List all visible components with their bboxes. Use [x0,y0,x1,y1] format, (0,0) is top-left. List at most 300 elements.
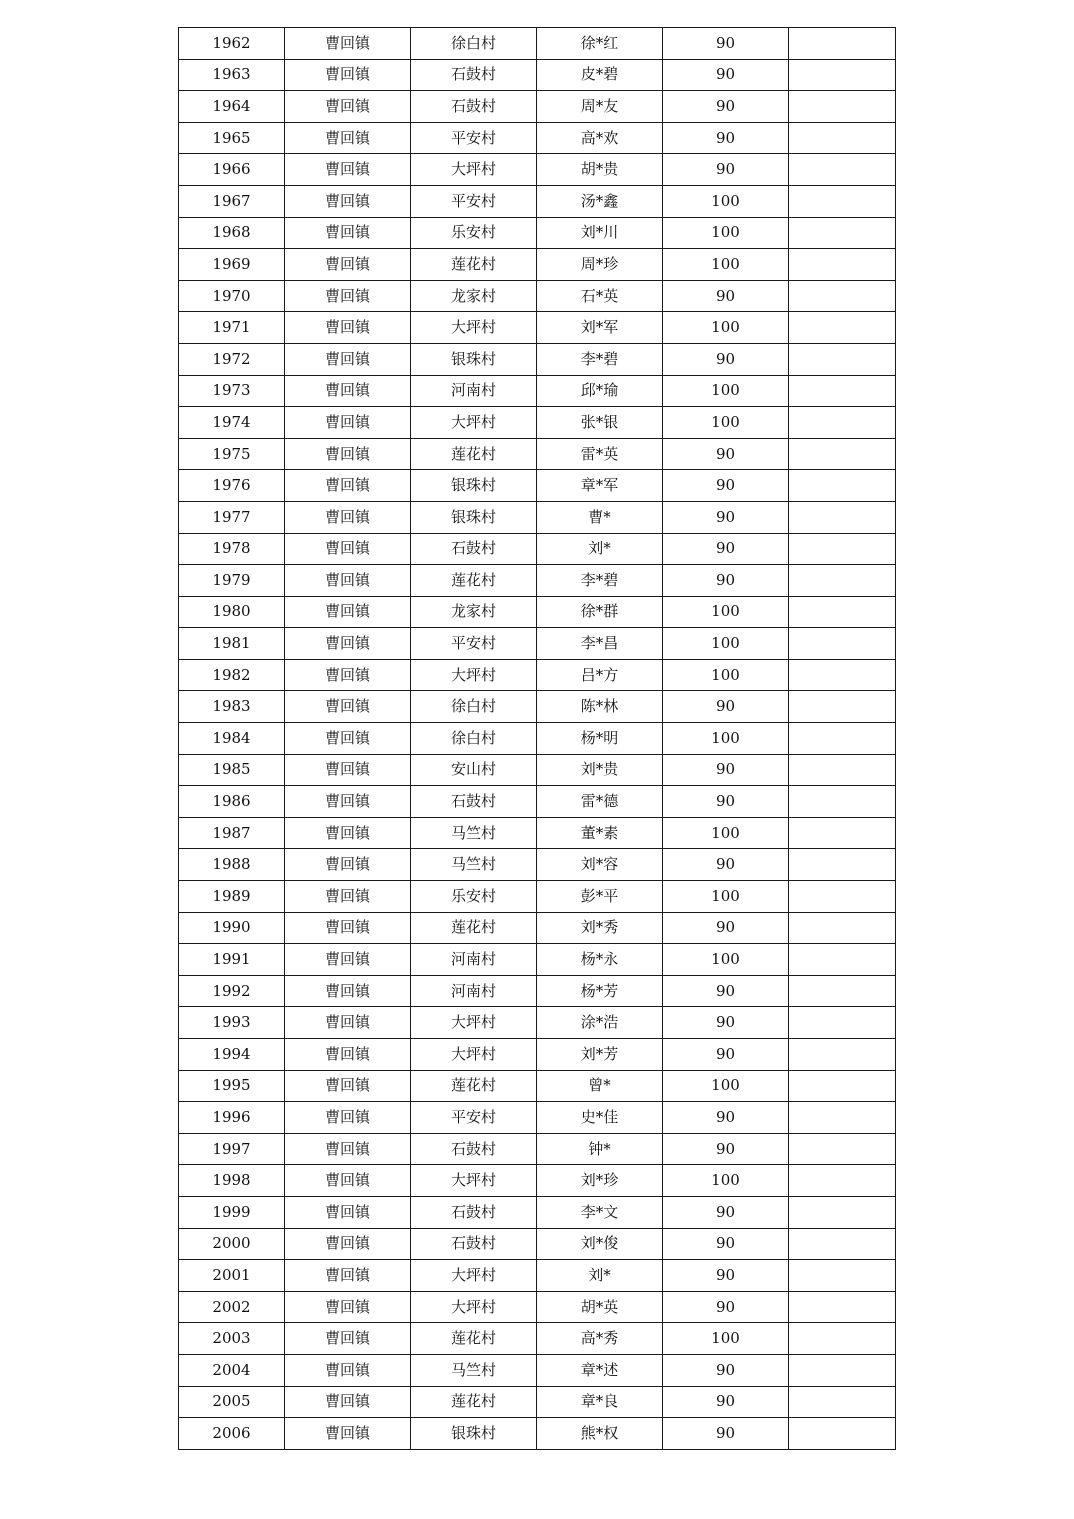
town-cell: 曹回镇 [285,312,411,344]
serial-number-cell: 1992 [179,975,285,1007]
name-cell: 刘*军 [537,312,663,344]
town-cell: 曹回镇 [285,375,411,407]
town-cell: 曹回镇 [285,1102,411,1134]
name-cell: 杨*芳 [537,975,663,1007]
table-row [179,881,896,913]
amount-cell: 90 [663,786,789,818]
amount-cell: 90 [663,1291,789,1323]
table-row [179,817,896,849]
serial-number-cell: 1965 [179,122,285,154]
serial-number-cell: 1989 [179,881,285,913]
remarks-cell [789,596,896,628]
town-cell: 曹回镇 [285,975,411,1007]
town-cell: 曹回镇 [285,1354,411,1386]
serial-number-cell: 1966 [179,154,285,186]
name-cell: 邱*瑜 [537,375,663,407]
village-cell: 莲花村 [411,565,537,597]
amount-cell: 100 [663,312,789,344]
amount-cell: 90 [663,1228,789,1260]
serial-number-cell: 1979 [179,565,285,597]
name-cell: 徐*群 [537,596,663,628]
remarks-cell [789,723,896,755]
remarks-cell [789,1260,896,1292]
village-cell: 徐白村 [411,723,537,755]
town-cell: 曹回镇 [285,249,411,281]
amount-cell: 90 [663,501,789,533]
serial-number-cell: 1999 [179,1196,285,1228]
serial-number-cell: 1991 [179,944,285,976]
amount-cell: 100 [663,596,789,628]
remarks-cell [789,1196,896,1228]
town-cell: 曹回镇 [285,849,411,881]
serial-number-cell: 1994 [179,1039,285,1071]
serial-number-cell: 1987 [179,817,285,849]
name-cell: 涂*浩 [537,1007,663,1039]
table-row [179,1291,896,1323]
village-cell: 石鼓村 [411,1133,537,1165]
town-cell: 曹回镇 [285,407,411,439]
remarks-cell [789,659,896,691]
town-cell: 曹回镇 [285,185,411,217]
amount-cell: 90 [663,154,789,186]
amount-cell: 90 [663,1007,789,1039]
remarks-cell [789,1039,896,1071]
village-cell: 石鼓村 [411,1196,537,1228]
remarks-cell [789,438,896,470]
village-cell: 银珠村 [411,1418,537,1450]
table-row [179,217,896,249]
table-row [179,944,896,976]
remarks-cell [789,817,896,849]
remarks-cell [789,470,896,502]
table-row [179,975,896,1007]
amount-cell: 90 [663,438,789,470]
town-cell: 曹回镇 [285,217,411,249]
serial-number-cell: 1995 [179,1070,285,1102]
village-cell: 河南村 [411,975,537,1007]
amount-cell: 100 [663,817,789,849]
name-cell: 刘*容 [537,849,663,881]
town-cell: 曹回镇 [285,343,411,375]
town-cell: 曹回镇 [285,438,411,470]
amount-cell: 100 [663,1070,789,1102]
village-cell: 大坪村 [411,407,537,439]
remarks-cell [789,975,896,1007]
amount-cell: 100 [663,723,789,755]
name-cell: 董*素 [537,817,663,849]
name-cell: 彭*平 [537,881,663,913]
village-cell: 大坪村 [411,659,537,691]
village-cell: 石鼓村 [411,533,537,565]
name-cell: 吕*方 [537,659,663,691]
town-cell: 曹回镇 [285,91,411,123]
name-cell: 李*碧 [537,565,663,597]
amount-cell: 100 [663,249,789,281]
village-cell: 银珠村 [411,470,537,502]
village-cell: 徐白村 [411,691,537,723]
serial-number-cell: 2006 [179,1418,285,1450]
serial-number-cell: 1988 [179,849,285,881]
table-row [179,565,896,597]
remarks-cell [789,1165,896,1197]
name-cell: 雷*英 [537,438,663,470]
serial-number-cell: 2003 [179,1323,285,1355]
table-row [179,407,896,439]
town-cell: 曹回镇 [285,912,411,944]
serial-number-cell: 1963 [179,59,285,91]
remarks-cell [789,312,896,344]
remarks-cell [789,912,896,944]
amount-cell: 100 [663,375,789,407]
name-cell: 刘* [537,1260,663,1292]
town-cell: 曹回镇 [285,628,411,660]
village-cell: 平安村 [411,1102,537,1134]
roster-table [178,27,896,1450]
town-cell: 曹回镇 [285,1039,411,1071]
remarks-cell [789,533,896,565]
table-row [179,154,896,186]
serial-number-cell: 1996 [179,1102,285,1134]
town-cell: 曹回镇 [285,1196,411,1228]
serial-number-cell: 1976 [179,470,285,502]
amount-cell: 90 [663,1196,789,1228]
serial-number-cell: 1993 [179,1007,285,1039]
remarks-cell [789,375,896,407]
amount-cell: 90 [663,1418,789,1450]
village-cell: 石鼓村 [411,786,537,818]
remarks-cell [789,754,896,786]
village-cell: 大坪村 [411,1291,537,1323]
name-cell: 刘*俊 [537,1228,663,1260]
amount-cell: 90 [663,1039,789,1071]
town-cell: 曹回镇 [285,280,411,312]
amount-cell: 100 [663,217,789,249]
name-cell: 高*秀 [537,1323,663,1355]
serial-number-cell: 1980 [179,596,285,628]
name-cell: 章*良 [537,1386,663,1418]
table-row [179,91,896,123]
amount-cell: 100 [663,628,789,660]
amount-cell: 100 [663,185,789,217]
serial-number-cell: 1971 [179,312,285,344]
village-cell: 马竺村 [411,817,537,849]
serial-number-cell: 1982 [179,659,285,691]
table-row [179,1133,896,1165]
village-cell: 安山村 [411,754,537,786]
name-cell: 李*昌 [537,628,663,660]
name-cell: 李*文 [537,1196,663,1228]
village-cell: 莲花村 [411,438,537,470]
remarks-cell [789,1418,896,1450]
amount-cell: 90 [663,565,789,597]
remarks-cell [789,59,896,91]
name-cell: 皮*碧 [537,59,663,91]
serial-number-cell: 2000 [179,1228,285,1260]
village-cell: 石鼓村 [411,59,537,91]
table-row [179,1039,896,1071]
amount-cell: 100 [663,659,789,691]
remarks-cell [789,944,896,976]
town-cell: 曹回镇 [285,723,411,755]
village-cell: 马竺村 [411,849,537,881]
table-row [179,849,896,881]
name-cell: 雷*德 [537,786,663,818]
name-cell: 杨*永 [537,944,663,976]
town-cell: 曹回镇 [285,1291,411,1323]
amount-cell: 90 [663,470,789,502]
village-cell: 平安村 [411,628,537,660]
table-row [179,501,896,533]
serial-number-cell: 1968 [179,217,285,249]
name-cell: 汤*鑫 [537,185,663,217]
amount-cell: 90 [663,122,789,154]
name-cell: 曹* [537,501,663,533]
table-row [179,470,896,502]
remarks-cell [789,280,896,312]
amount-cell: 90 [663,280,789,312]
amount-cell: 100 [663,944,789,976]
town-cell: 曹回镇 [285,754,411,786]
name-cell: 徐*红 [537,28,663,60]
amount-cell: 90 [663,754,789,786]
table-row [179,628,896,660]
name-cell: 陈*林 [537,691,663,723]
remarks-cell [789,91,896,123]
remarks-cell [789,1133,896,1165]
table-row [179,1102,896,1134]
amount-cell: 90 [663,1260,789,1292]
table-row [179,596,896,628]
table-row [179,1007,896,1039]
village-cell: 大坪村 [411,1260,537,1292]
table-row [179,1260,896,1292]
remarks-cell [789,407,896,439]
name-cell: 曾* [537,1070,663,1102]
amount-cell: 90 [663,691,789,723]
remarks-cell [789,1291,896,1323]
table-row [179,1418,896,1450]
amount-cell: 90 [663,28,789,60]
town-cell: 曹回镇 [285,154,411,186]
table-row [179,533,896,565]
village-cell: 龙家村 [411,280,537,312]
serial-number-cell: 1974 [179,407,285,439]
serial-number-cell: 1990 [179,912,285,944]
village-cell: 莲花村 [411,249,537,281]
name-cell: 周*珍 [537,249,663,281]
amount-cell: 90 [663,1102,789,1134]
serial-number-cell: 1984 [179,723,285,755]
amount-cell: 100 [663,1165,789,1197]
serial-number-cell: 2002 [179,1291,285,1323]
serial-number-cell: 1969 [179,249,285,281]
town-cell: 曹回镇 [285,470,411,502]
table-row [179,1323,896,1355]
remarks-cell [789,1386,896,1418]
amount-cell: 90 [663,343,789,375]
village-cell: 平安村 [411,185,537,217]
name-cell: 刘*秀 [537,912,663,944]
town-cell: 曹回镇 [285,28,411,60]
name-cell: 张*银 [537,407,663,439]
village-cell: 石鼓村 [411,91,537,123]
remarks-cell [789,1070,896,1102]
table-row [179,438,896,470]
table-row [179,786,896,818]
name-cell: 钟* [537,1133,663,1165]
town-cell: 曹回镇 [285,533,411,565]
table-row [179,375,896,407]
town-cell: 曹回镇 [285,1418,411,1450]
name-cell: 刘* [537,533,663,565]
name-cell: 杨*明 [537,723,663,755]
name-cell: 胡*贵 [537,154,663,186]
name-cell: 周*友 [537,91,663,123]
village-cell: 莲花村 [411,1386,537,1418]
table-row [179,185,896,217]
town-cell: 曹回镇 [285,691,411,723]
remarks-cell [789,881,896,913]
table-row [179,122,896,154]
amount-cell: 90 [663,1133,789,1165]
remarks-cell [789,1323,896,1355]
name-cell: 胡*英 [537,1291,663,1323]
amount-cell: 90 [663,912,789,944]
amount-cell: 90 [663,975,789,1007]
remarks-cell [789,249,896,281]
remarks-cell [789,1007,896,1039]
village-cell: 河南村 [411,375,537,407]
remarks-cell [789,185,896,217]
serial-number-cell: 2004 [179,1354,285,1386]
village-cell: 石鼓村 [411,1228,537,1260]
table-row [179,912,896,944]
town-cell: 曹回镇 [285,1070,411,1102]
serial-number-cell: 2005 [179,1386,285,1418]
village-cell: 银珠村 [411,343,537,375]
village-cell: 大坪村 [411,154,537,186]
roster-table-body [179,28,896,1450]
remarks-cell [789,154,896,186]
town-cell: 曹回镇 [285,1228,411,1260]
table-row [179,28,896,60]
village-cell: 大坪村 [411,1007,537,1039]
table-row [179,280,896,312]
town-cell: 曹回镇 [285,122,411,154]
village-cell: 莲花村 [411,1323,537,1355]
table-row [179,1228,896,1260]
remarks-cell [789,122,896,154]
serial-number-cell: 2001 [179,1260,285,1292]
remarks-cell [789,28,896,60]
town-cell: 曹回镇 [285,659,411,691]
remarks-cell [789,501,896,533]
town-cell: 曹回镇 [285,1007,411,1039]
name-cell: 史*佳 [537,1102,663,1134]
village-cell: 龙家村 [411,596,537,628]
village-cell: 大坪村 [411,1039,537,1071]
serial-number-cell: 1967 [179,185,285,217]
village-cell: 莲花村 [411,912,537,944]
table-row [179,1386,896,1418]
table-row [179,59,896,91]
serial-number-cell: 1998 [179,1165,285,1197]
village-cell: 马竺村 [411,1354,537,1386]
village-cell: 河南村 [411,944,537,976]
serial-number-cell: 1983 [179,691,285,723]
amount-cell: 90 [663,533,789,565]
village-cell: 银珠村 [411,501,537,533]
amount-cell: 90 [663,91,789,123]
amount-cell: 100 [663,407,789,439]
table-row [179,754,896,786]
village-cell: 乐安村 [411,881,537,913]
table-row [179,312,896,344]
remarks-cell [789,343,896,375]
town-cell: 曹回镇 [285,1323,411,1355]
table-row [179,343,896,375]
remarks-cell [789,1354,896,1386]
amount-cell: 90 [663,1386,789,1418]
name-cell: 刘*芳 [537,1039,663,1071]
amount-cell: 100 [663,1323,789,1355]
town-cell: 曹回镇 [285,1386,411,1418]
town-cell: 曹回镇 [285,881,411,913]
name-cell: 高*欢 [537,122,663,154]
table-row [179,1165,896,1197]
name-cell: 李*碧 [537,343,663,375]
table-row [179,723,896,755]
serial-number-cell: 1975 [179,438,285,470]
serial-number-cell: 1997 [179,1133,285,1165]
serial-number-cell: 1970 [179,280,285,312]
serial-number-cell: 1964 [179,91,285,123]
amount-cell: 90 [663,59,789,91]
town-cell: 曹回镇 [285,565,411,597]
town-cell: 曹回镇 [285,1260,411,1292]
name-cell: 刘*珍 [537,1165,663,1197]
table-row [179,249,896,281]
table-row [179,691,896,723]
serial-number-cell: 1981 [179,628,285,660]
village-cell: 莲花村 [411,1070,537,1102]
village-cell: 大坪村 [411,1165,537,1197]
remarks-cell [789,1228,896,1260]
amount-cell: 90 [663,1354,789,1386]
serial-number-cell: 1973 [179,375,285,407]
serial-number-cell: 1962 [179,28,285,60]
remarks-cell [789,786,896,818]
remarks-cell [789,217,896,249]
village-cell: 徐白村 [411,28,537,60]
amount-cell: 100 [663,881,789,913]
table-row [179,1196,896,1228]
serial-number-cell: 1986 [179,786,285,818]
serial-number-cell: 1972 [179,343,285,375]
town-cell: 曹回镇 [285,1133,411,1165]
remarks-cell [789,849,896,881]
serial-number-cell: 1978 [179,533,285,565]
town-cell: 曹回镇 [285,1165,411,1197]
remarks-cell [789,691,896,723]
table-row [179,659,896,691]
serial-number-cell: 1977 [179,501,285,533]
name-cell: 熊*权 [537,1418,663,1450]
remarks-cell [789,628,896,660]
serial-number-cell: 1985 [179,754,285,786]
village-cell: 大坪村 [411,312,537,344]
town-cell: 曹回镇 [285,786,411,818]
